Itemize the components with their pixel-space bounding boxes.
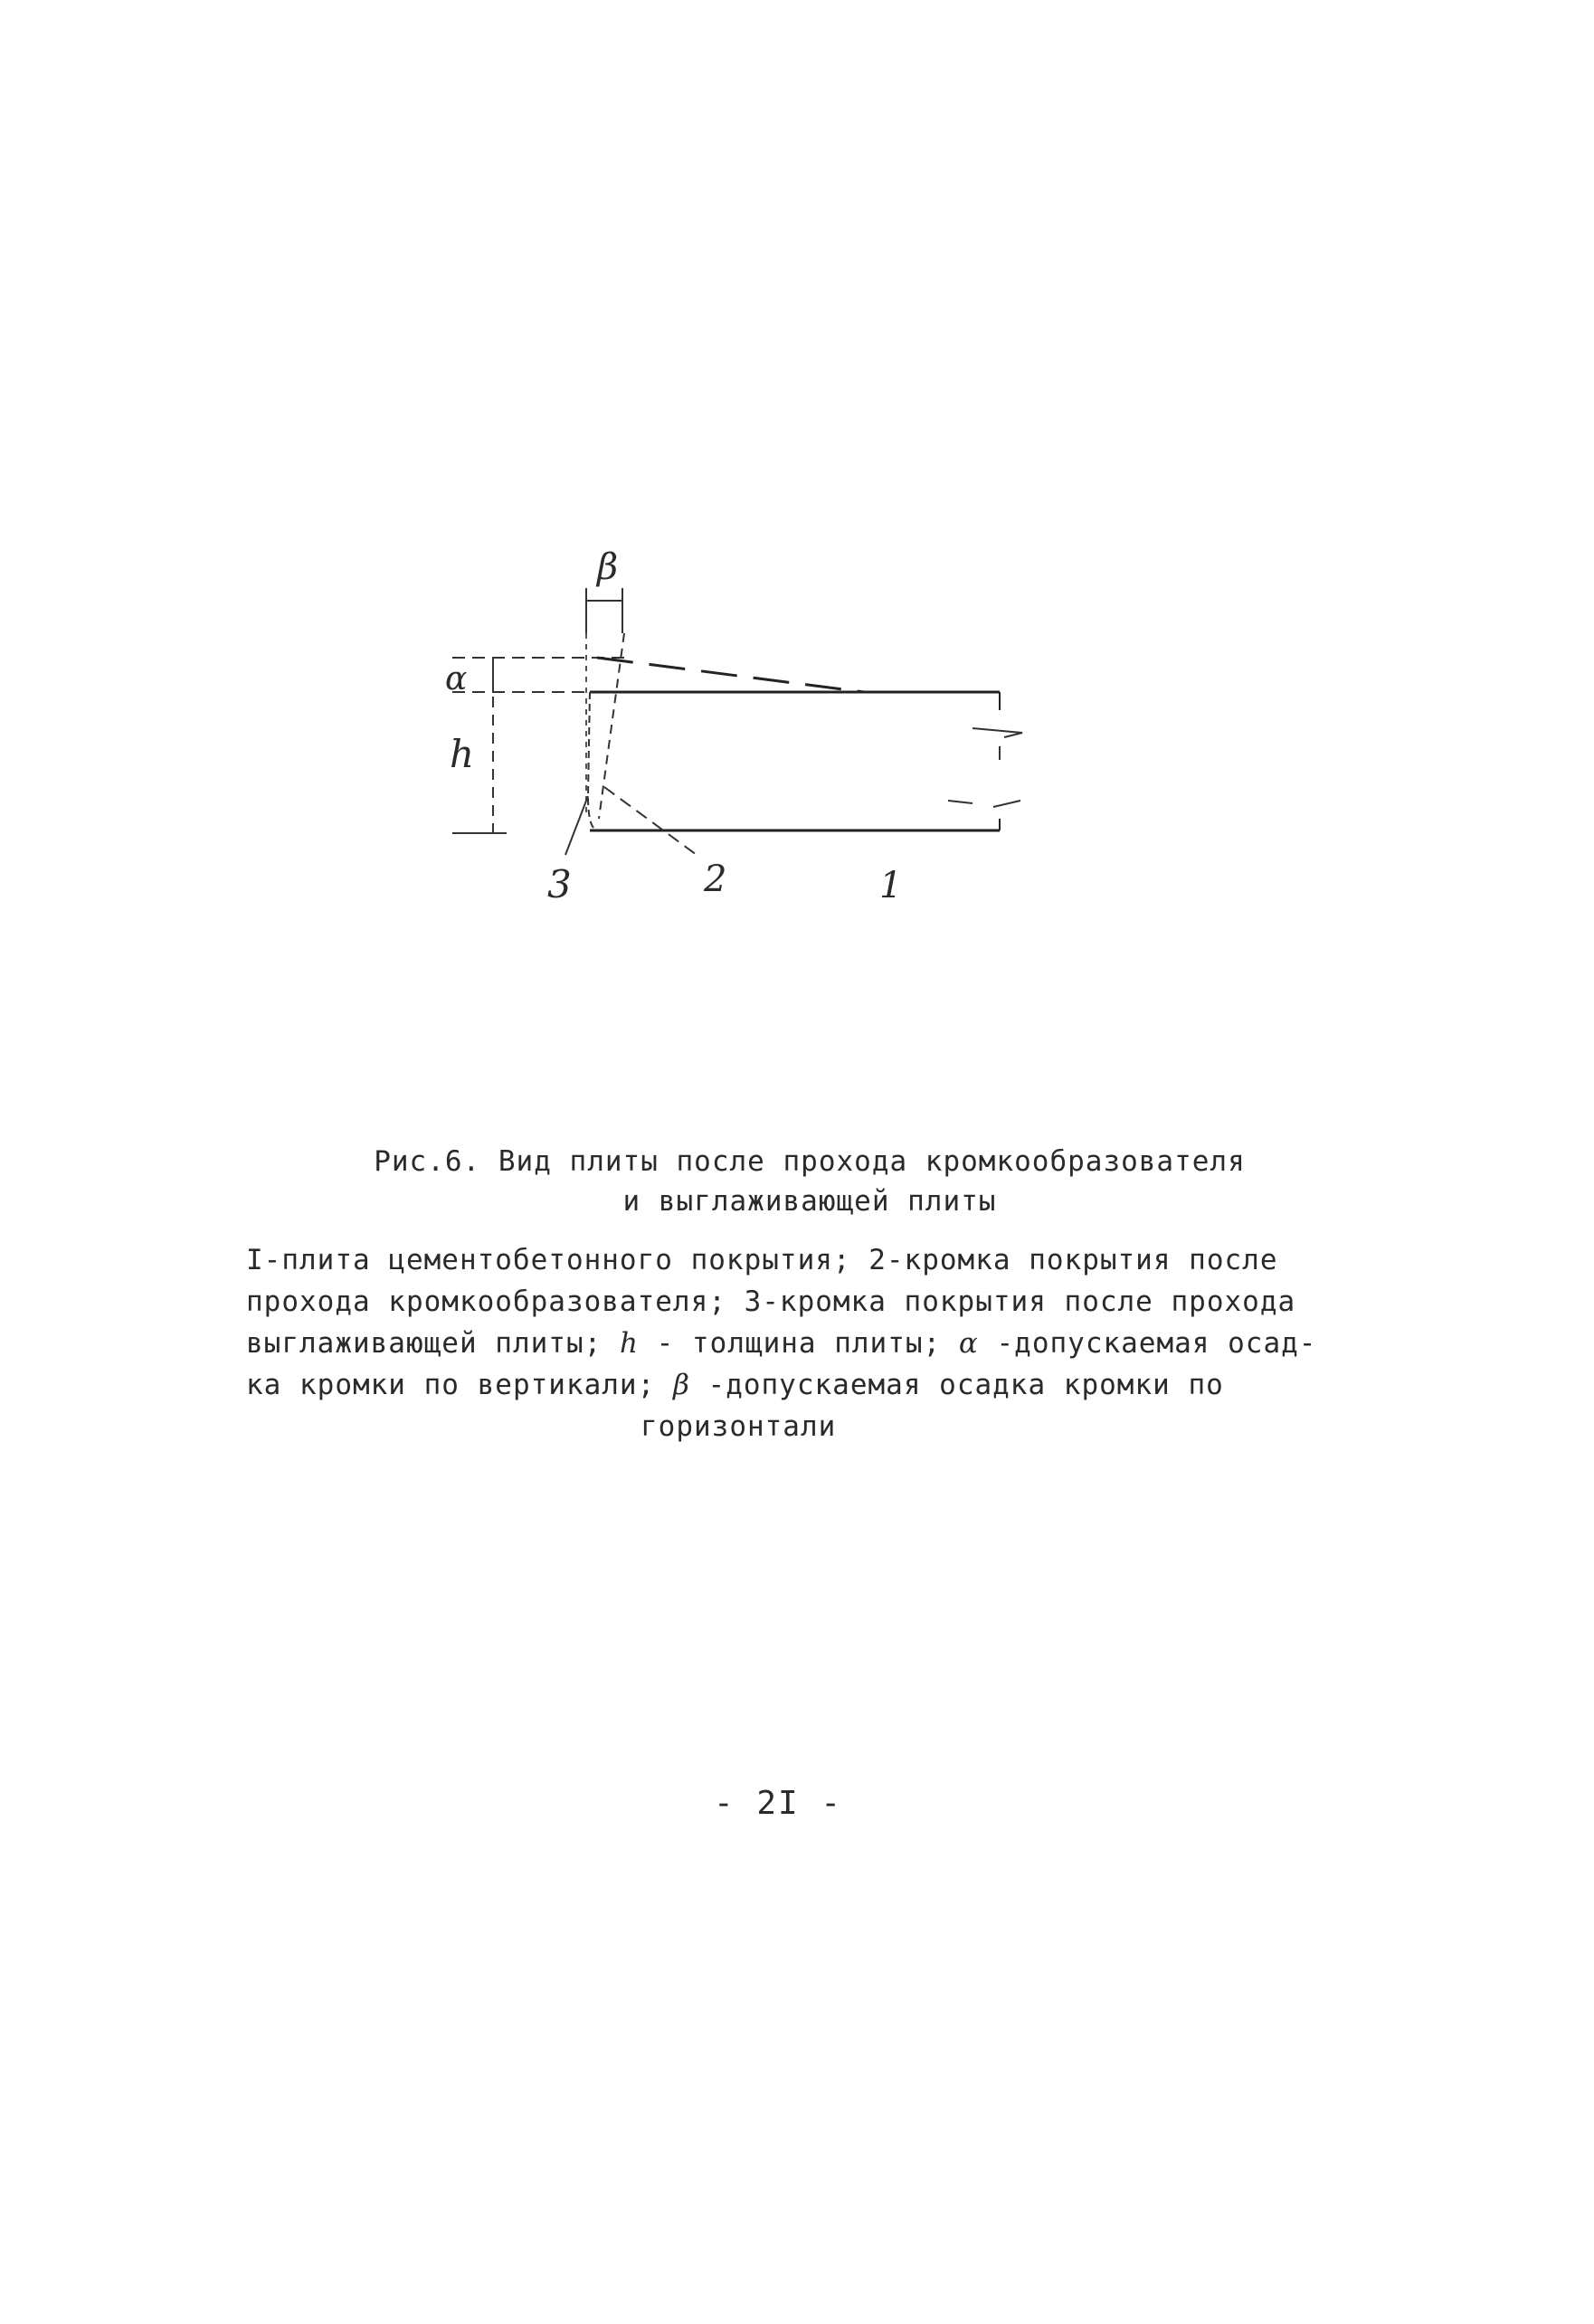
break-mark-bottom (948, 801, 1020, 807)
legend-symbol-h: h (619, 1327, 639, 1360)
legend-line-3-part-3: -допускаемая осад- (996, 1327, 1317, 1360)
label-alpha: α (445, 660, 468, 697)
legend-line-3-part-2: - толщина плиты; (656, 1327, 942, 1360)
figure-legend (246, 1239, 1332, 1447)
legend-line-4-part-1: ка кромки по вертикали; (246, 1369, 656, 1401)
legend-line-5: горизонтали (640, 1410, 837, 1443)
legend-line-2: прохода кромкообразователя; 3-кромка покрытия после прохода (246, 1285, 1296, 1318)
legend-line-3-part-1: выглаживающей плиты; (246, 1327, 602, 1360)
leader-3 (565, 796, 588, 855)
label-item-2: 2 (704, 858, 727, 900)
break-mark-top (973, 728, 1022, 737)
label-h: h (450, 732, 475, 776)
label-beta: β (597, 546, 619, 588)
figure-6-diagram (0, 0, 1594, 995)
legend-symbol-alpha: α (958, 1327, 979, 1360)
legend-symbol-beta: β (672, 1369, 690, 1401)
figure-caption (339, 1142, 1280, 1221)
legend-line-3 (246, 1323, 1332, 1364)
legend-line-4-part-2: -допускаемая осадка кромки по (707, 1369, 1224, 1401)
leader-2 (604, 787, 697, 855)
legend-line-1: I-плита цементобетонного покрытия; 2-кромка покрытия после (246, 1244, 1278, 1276)
label-item-3: 3 (547, 862, 572, 906)
caption-line-1: Рис.6. Вид плиты после прохода кромкообразователя (374, 1145, 1246, 1178)
caption-line-2: и выглаживающей плиты (622, 1185, 997, 1218)
edge-3-profile (588, 692, 597, 830)
label-item-1: 1 (879, 865, 903, 906)
settlement-dashed-top (597, 658, 864, 692)
legend-line-4 (246, 1364, 1332, 1406)
page-number: - 2I - (713, 1785, 843, 1822)
slab-diagram (0, 0, 1594, 995)
